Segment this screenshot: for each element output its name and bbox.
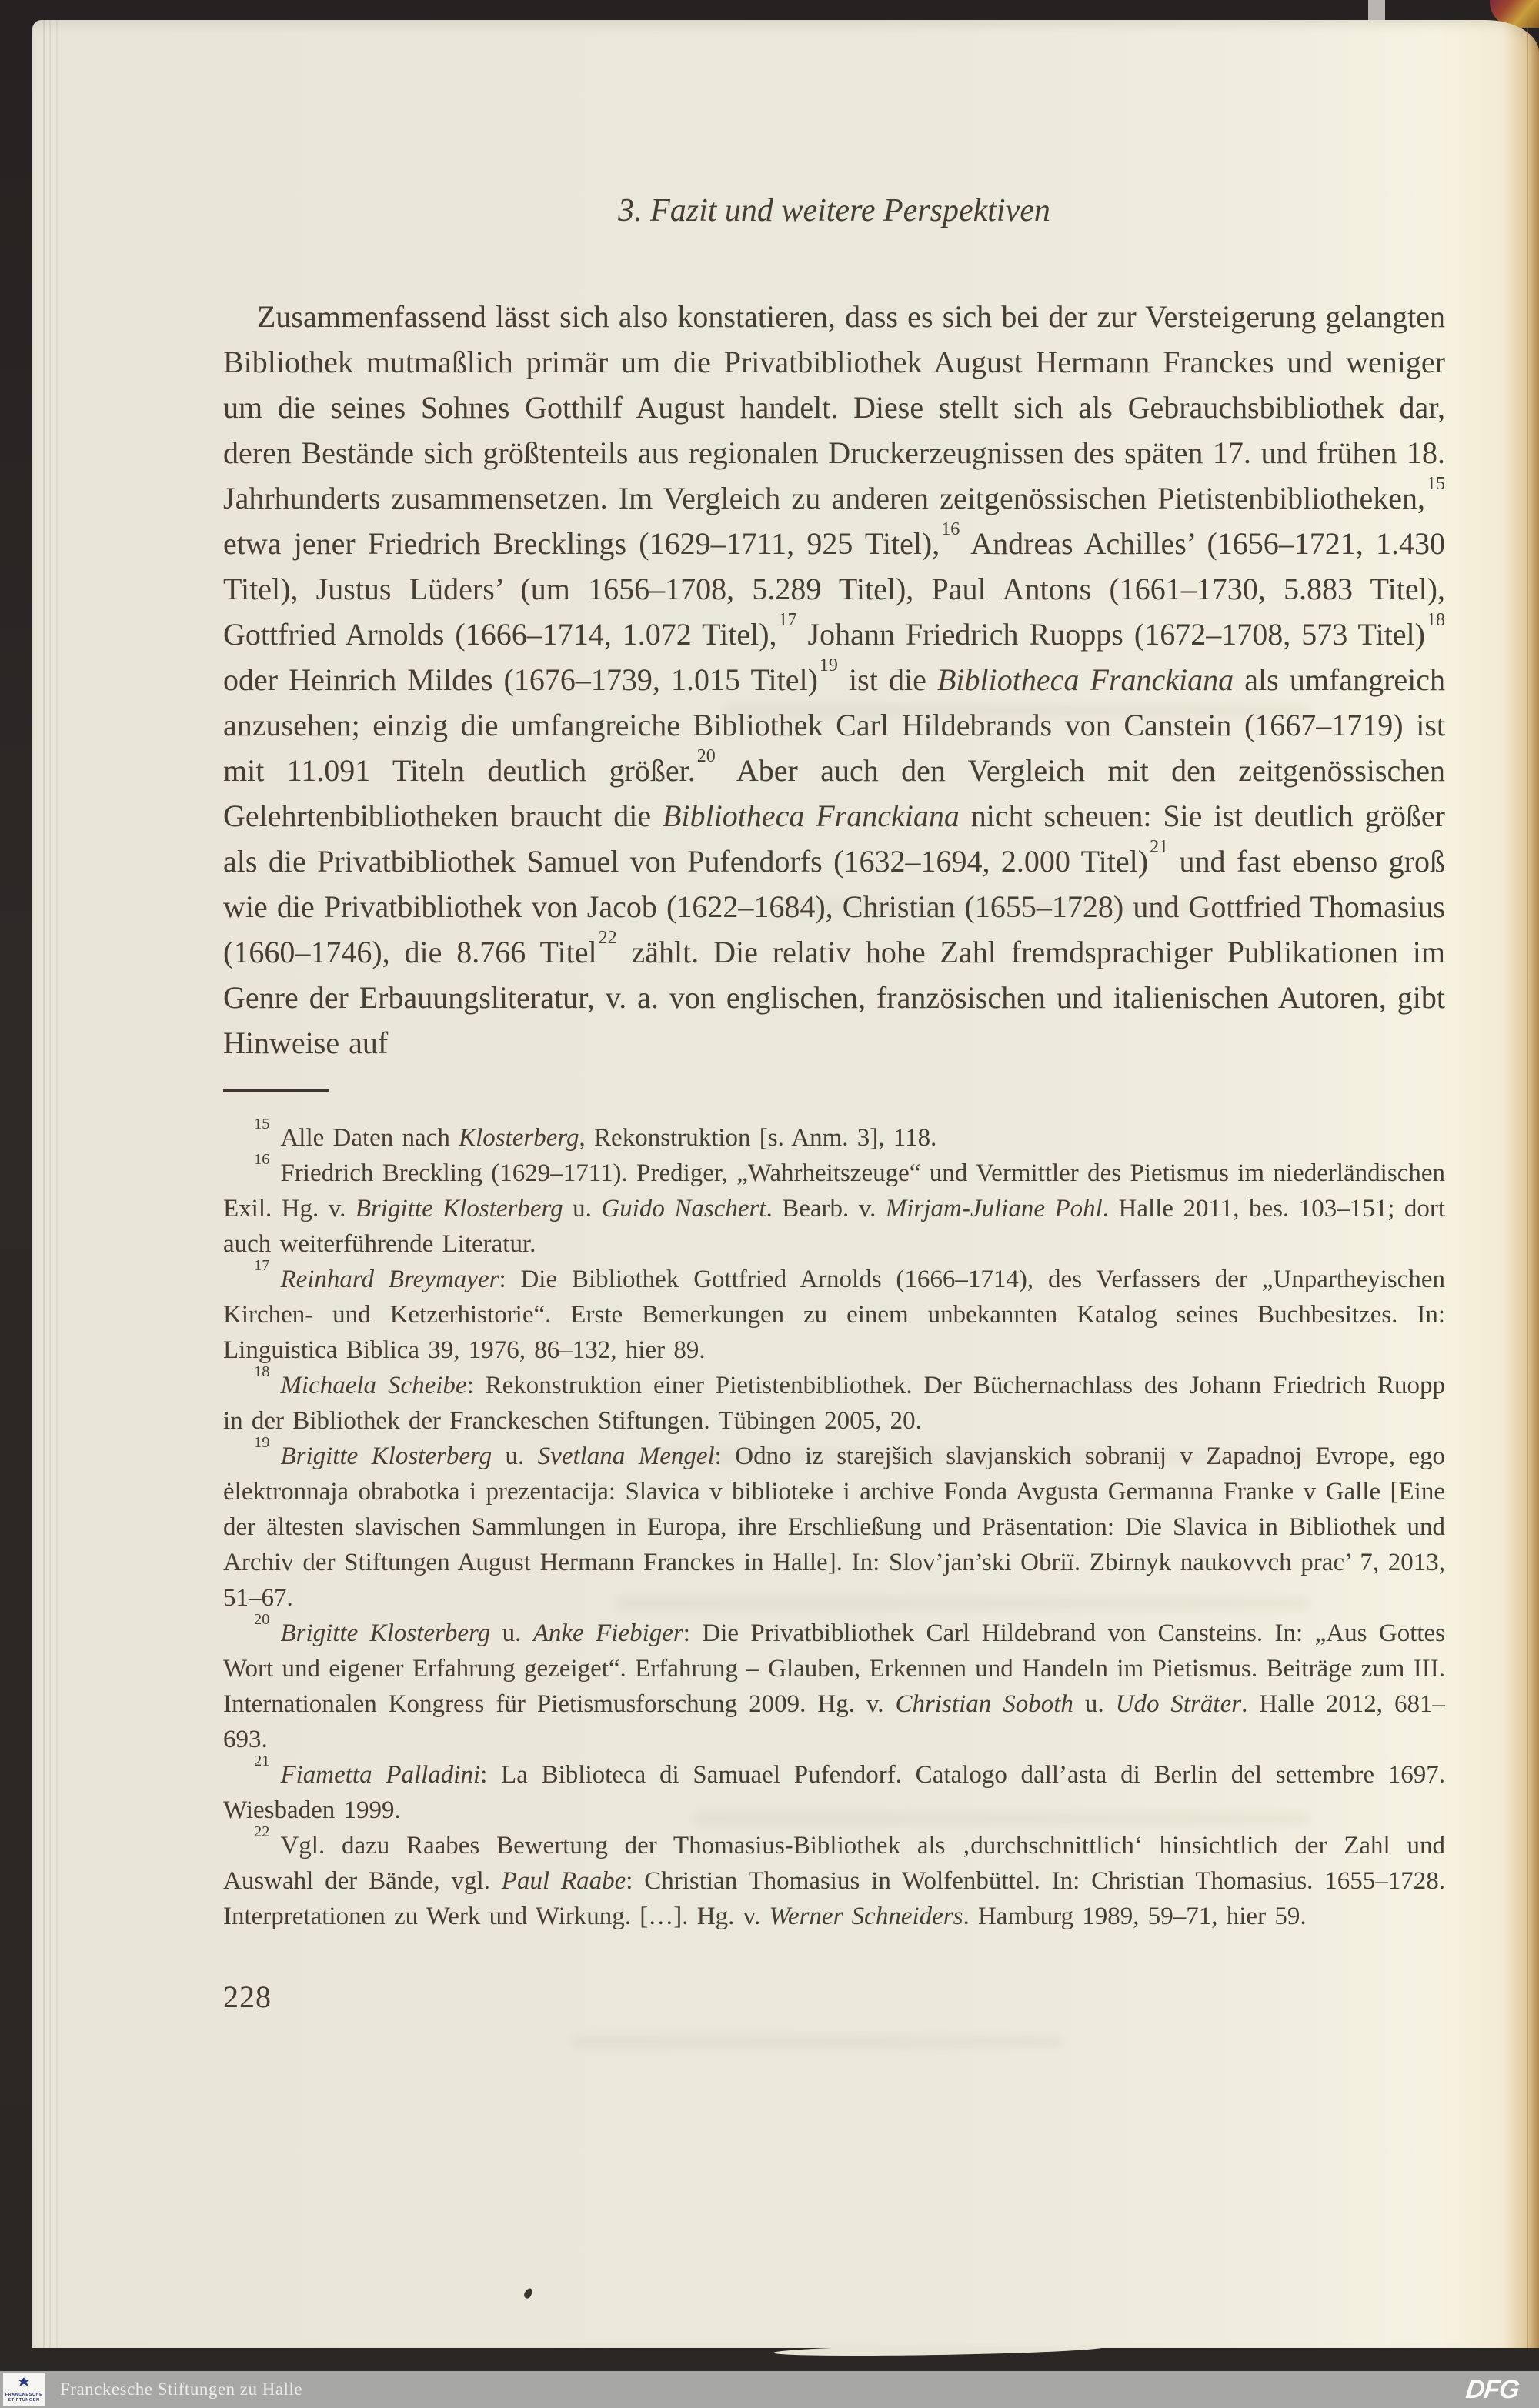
- footnote: [223, 1610, 1446, 1757]
- section-heading: 3. Fazit und weitere Perspektiven: [618, 193, 1050, 228]
- footnote-number: 17: [254, 1256, 270, 1274]
- footnote: [223, 1362, 1446, 1439]
- page-number: 228: [223, 1979, 272, 2014]
- ink-speck: [522, 2287, 534, 2300]
- francke-emblem-icon: [17, 2376, 31, 2392]
- footnotes-section: [223, 1115, 1446, 1934]
- show-through-ghost: [571, 2036, 1063, 2048]
- logo-caption-line: FRANCKESCHE: [5, 2393, 43, 2397]
- page-stack-edge: [56, 20, 58, 2348]
- logo-caption-line: STIFTUNGEN: [8, 2398, 40, 2403]
- footnote-text: Alle Daten nach Klosterberg, Rekonstruktion [s. Anm. 3], 118.: [280, 1124, 937, 1152]
- digitization-footer-bar: [0, 2371, 1539, 2408]
- footnote-number: 15: [254, 1115, 270, 1132]
- footnote-text: Michaela Scheibe: Rekonstruktion einer Pietistenbibliothek. Der Büchernachlass des Johann Friedrich Ruopp in der Bibliothek der Franckeschen Stiftungen. Tübingen 2005, 20.: [223, 1372, 1446, 1435]
- footnote-text: Brigitte Klosterberg u. Anke Fiebiger: Die Privatbibliothek Carl Hildebrand von Cansteins. In: „Aus Gottes Wort und eigener Erfahrung gezeiget“. Erfahrung – Glauben, Erkennen und Handeln im Pietismus. Beiträge zum III. Internationalen Kongress für Pietismusforschung 2009. Hg. v. Christian Soboth u. Udo Sträter. Halle 2012, 681–693.: [223, 1619, 1446, 1753]
- main-paragraph: Zusammenfassend lässt sich also konstatieren, dass es sich bei der zur Versteigerung gelangten Bibliothek mutmaßlich primär um die Privatbibliothek August Hermann Franckes und weniger um die seines Sohnes Gotthilf August handelt. Diese stellt sich als Gebrauchsbibliothek dar, deren Bestände sich größtenteils aus regionalen Druckerzeugnissen des späten 17. und frühen 18. Jahrhunderts zusammensetzen. Im Vergleich zu anderen zeitgenössischen Pietistenbibliotheken,$^{15}$ etwa jener Friedrich Brecklings (1629–1711, 925 Titel),$^{16}$ Andreas Achilles’ (1656–1721, 1.430 Titel), Justus Lüders’ (um 1656–1708, 5.289 Titel), Paul Antons (1661–1730, 5.883 Titel), Gottfried Arnolds (1666–1714, 1.072 Titel),$^{17}$ Johann Friedrich Ruopps (1672–1708, 573 Titel)$^{18}$ oder Heinrich Mildes (1676–1739, 1.015 Titel)$^{19}$ ist die Bibliotheca Franckiana als umfangreich anzusehen; einzig die umfangreiche Bibliothek Carl Hildebrands von Canstein (1667–1719) ist mit 11.091 Titeln deutlich größer.$^{20}$ Aber auch den Vergleich mit den zeitgenössischen Gelehrtenbibliotheken braucht die Bibliotheca Franckiana nicht scheuen: Sie ist deutlich größer als die Privatbibliothek Samuel von Pufendorfs (1632–1694, 2.000 Titel)$^{21}$ und fast ebenso groß wie die Privatbibliothek von Jacob (1622–1684), Christian (1655–1728) und Gottfried Thomasius (1660–1746), die 8.766 Titel$^{22}$ zählt. Die relativ hohe Zahl fremdsprachiger Publikationen im Genre der Erbauungsliteratur, v. a. von englischen, französischen und italienischen Autoren, gibt Hinweise auf: [223, 299, 1446, 1060]
- page-stack-edge: [49, 20, 51, 2348]
- footnote-number: 20: [254, 1610, 270, 1628]
- dfg-logo: DFG: [1464, 2374, 1521, 2404]
- footnote-text: Vgl. dazu Raabes Bewertung der Thomasius-Bibliothek als ‚durchschnittlich‘ hinsichtlich der Zahl und Auswahl der Bände, vgl. Paul Raabe: Christian Thomasius in Wolfenbüttel. In: Christian Thomasius. 1655–1728. Interpretationen zu Werk und Wirkung. […]. Hg. v. Werner Schneiders. Hamburg 1989, 59–71, hier 59.: [223, 1832, 1445, 1930]
- text-block: [223, 20, 1445, 2015]
- footnote: [223, 1823, 1445, 1934]
- footnote-text: Friedrich Breckling (1629–1711). Prediger, „Wahrheitszeuge“ und Vermittler des Pietismus im niederländischen Exil. Hg. v. Brigitte Klosterberg u. Guido Naschert. Bearb. v. Mirjam-Juliane Pohl. Halle 2011, bes. 103–151; dort auch weiterführende Literatur.: [223, 1159, 1446, 1258]
- footnote-text: Reinhard Breymayer: Die Bibliothek Gottfried Arnolds (1666–1714), des Verfassers der „Unpartheyischen Kirchen- und Ketzerhistorie“. Erste Bemerkungen zu einem unbekannten Katalog seines Buchbesitzes. In: Linguistica Biblica 39, 1976, 86–132, hier 89.: [223, 1266, 1445, 1364]
- book-page: [32, 20, 1539, 2348]
- footnote-number: 21: [254, 1752, 270, 1769]
- page-stack-edge: [43, 20, 45, 2348]
- footnote-number: 19: [254, 1433, 270, 1451]
- footnote-number: 18: [254, 1362, 270, 1380]
- footnote: [223, 1752, 1445, 1828]
- footnote: [223, 1150, 1446, 1262]
- footnote: [223, 1256, 1445, 1368]
- footnote: [223, 1115, 1445, 1156]
- footnote-number: 16: [254, 1150, 270, 1168]
- footnote-text: Brigitte Klosterberg u. Svetlana Mengel: Odno iz starejšich slavjanskich sobranij v Zapadnoj Evrope, ego ėlektronnaja obrabotka i prezentacija: Slavica v biblioteke i archive Fonda Avgusta Germanna Franke v Galle [Eine der ältesten slavischen Sammlungen in Europa, ihre Erschließung und Präsentation: Die Slavica in Bibliothek und Archiv der Stiftungen August Hermann Franckes in Halle]. In: Slov’jan’ski Obriï. Zbirnyk naukovvch prac’ 7, 2013, 51–67.: [223, 1442, 1445, 1612]
- footnote-divider: [223, 1089, 329, 1092]
- francke-foundations-logo: [3, 2373, 45, 2406]
- footnote-number: 22: [254, 1823, 270, 1840]
- page-gutter-edge: [1527, 20, 1528, 2348]
- footnote-text: Fiametta Palladini: La Biblioteca di Samuael Pufendorf. Catalogo dall’asta di Berlin del settembre 1697. Wiesbaden 1999.: [223, 1761, 1445, 1824]
- institution-label: Franckesche Stiftungen zu Halle: [60, 2380, 303, 2399]
- footnote: [223, 1433, 1445, 1616]
